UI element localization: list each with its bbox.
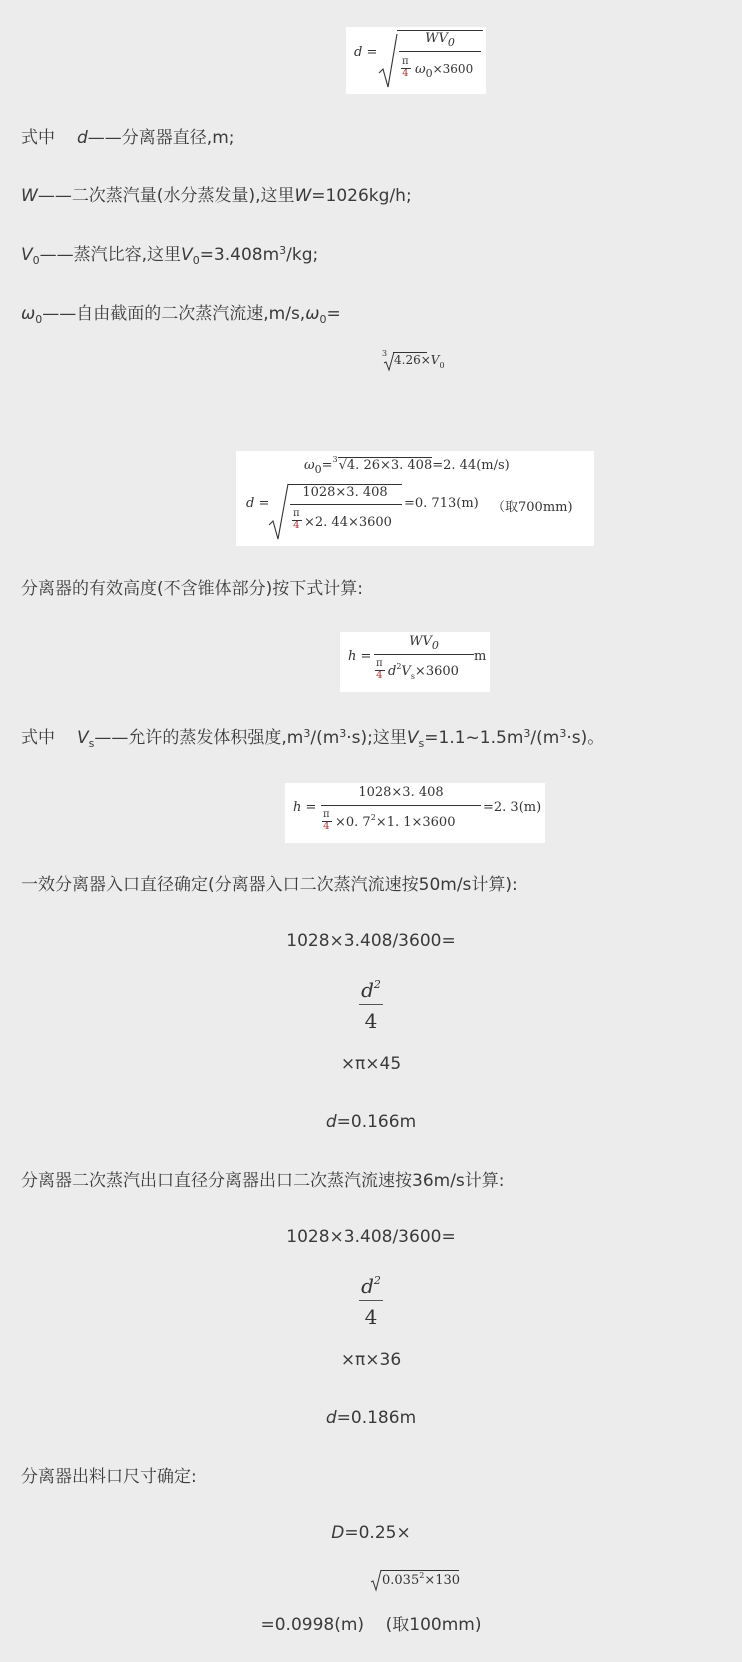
calc1-fraction: $\frac{d^2}{4}$ — [361, 978, 381, 1033]
omega: ω — [415, 62, 426, 77]
where-d: 式中 d——分离器直径,m; — [21, 128, 235, 148]
calc1-equation: 1028×3.408/3600= — [286, 931, 456, 951]
calc1-result: d=0.166m — [325, 1112, 417, 1132]
calc2-fraction: $\frac{d^2}{4}$ — [361, 1274, 381, 1329]
paragraph-inlet: 一效分离器入口直径确定(分离器入口二次蒸汽流速按50m/s计算): — [21, 875, 518, 895]
formula-omega-d-calc: $\omega_0=^3√4$. 26×3. 408=2. 44(m/s) d = 1028×3. 408 π 4 ×2. 44×3600 =0. 713(m) （取700mm) — [236, 451, 594, 546]
pi-symbol: π — [402, 56, 409, 67]
paragraph-outlet: 分离器二次蒸汽出口直径分离器出口二次蒸汽流速按36m/s计算: — [21, 1171, 505, 1191]
sqrt-sign — [268, 481, 290, 543]
calc3-result: =0.0998(m) (取100mm) — [260, 1615, 482, 1635]
formula-height-calc: h = 1028×3. 408 π 4 ×0. $7^2\times 1$. 1×3600 =2. 3(m) — [285, 783, 545, 843]
calc3-equation: D=0.25× — [331, 1523, 411, 1543]
calc2-equation: 1028×3.408/3600= — [286, 1227, 456, 1247]
paragraph-discharge: 分离器出料口尺寸确定: — [21, 1467, 197, 1487]
formula-diameter: d = $WV_0$ π 4 $\omega_0\times 3600$ — [346, 27, 486, 94]
where-vs: 式中 $V_s——$允许的蒸发体积强度$,m^3/(m^3\cdot s)$;这里$V_s=1.1\sim 1.5m^3/(m^3\cdot s)$。 — [21, 727, 605, 750]
where-v0: $V_0——$蒸汽比容,这里$V_0=3.408m^3/kg$; — [21, 244, 319, 267]
calc2-result: d=0.186m — [325, 1408, 417, 1428]
times: ×3600 — [432, 62, 474, 76]
paragraph-height-intro: 分离器的有效高度(不含锥体部分)按下式计算: — [21, 579, 363, 599]
formula-height: h = $WV_0$ π 4 $d^2V_s\times 3600$ m — [340, 632, 490, 692]
where-w: W——二次蒸汽量(水分蒸发量),这里W=1026kg/h; — [21, 186, 412, 206]
calc2-multiplier: ×π×36 — [340, 1350, 402, 1370]
calc1-multiplier: ×π×45 — [340, 1054, 402, 1074]
four: 4 — [402, 68, 409, 79]
formula-lhs: d = — [354, 45, 378, 60]
where-omega: $\omega_0——$自由截面的二次蒸汽流速$,m/s,\omega_0=$ — [21, 304, 341, 326]
radical-sign — [370, 1568, 382, 1592]
sqrt-sign — [378, 31, 398, 91]
numerator: WV — [425, 31, 448, 46]
